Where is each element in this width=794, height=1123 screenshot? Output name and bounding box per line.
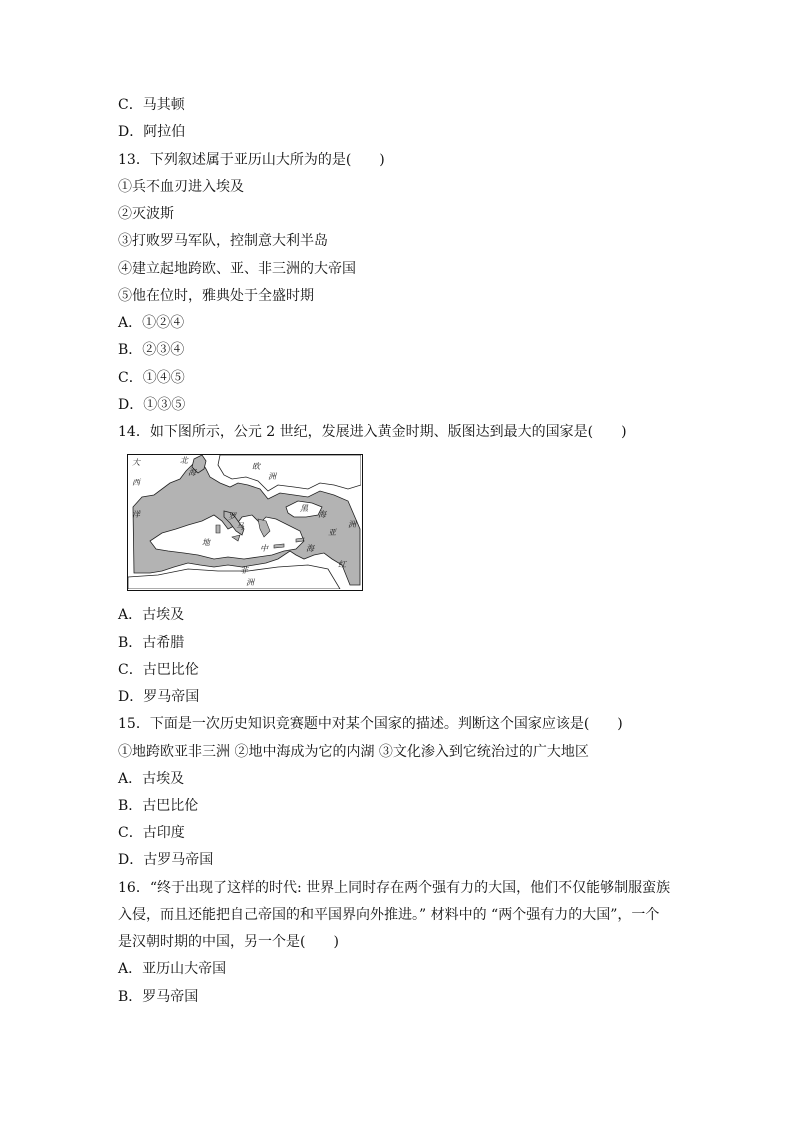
label-red-sea: 红 — [338, 560, 346, 569]
option-c-q15: C．古印度 — [118, 825, 185, 841]
label-atlantic-2: 西 — [132, 478, 140, 487]
label-north-1: 北 — [180, 456, 188, 465]
map-svg — [128, 455, 361, 589]
label-med-1: 地 — [202, 538, 210, 547]
statement-4: ④建立起地跨欧、亚、非三洲的大帝国 — [118, 261, 356, 277]
label-med-3: 海 — [306, 544, 314, 553]
label-asia-2: 洲 — [348, 520, 356, 529]
label-europe-2: 洲 — [268, 472, 276, 481]
option-d-q12: D．阿拉伯 — [118, 124, 186, 140]
label-black-1: 黑 — [300, 504, 308, 513]
label-asia-1: 亚 — [328, 528, 336, 537]
roman-empire-map — [127, 454, 363, 591]
option-c-q14: C．古巴比伦 — [118, 662, 199, 678]
label-africa-1: 非 — [240, 566, 248, 575]
question-14: 14．如下图所示，公元 2 世纪，发展进入黄金时期、版图达到最大的国家是( ) — [118, 424, 627, 440]
option-a-q16: A．亚历山大帝国 — [118, 961, 227, 977]
statement-1: ①兵不血刃进入埃及 — [118, 179, 244, 195]
question-16-line-2: 入侵，而且还能把自己帝国的和平国界向外推进。” 材料中的 “两个强有力的大国”，一个 — [118, 907, 660, 923]
option-a-q14: A．古埃及 — [118, 607, 185, 623]
option-a-q13: A．①②④ — [118, 315, 185, 331]
label-atlantic-1: 大 — [132, 458, 140, 467]
label-africa-2: 洲 — [246, 578, 254, 587]
option-b-q15: B．古巴比伦 — [118, 798, 199, 814]
label-atlantic-3: 洋 — [132, 510, 140, 519]
description-15: ①地跨欧亚非三洲 ②地中海成为它的内湖 ③文化渗入到它统治过的广大地区 — [118, 744, 589, 760]
question-16-line-1: 16．“终于出现了这样的时代: 世界上同时存在两个强有力的大国，他们不仅能够制服蛮族 — [118, 880, 671, 896]
option-c-q12: C．马其顿 — [118, 97, 185, 113]
label-black-2: 海 — [318, 510, 326, 519]
question-15: 15．下面是一次历史知识竞赛题中对某个国家的描述。判断这个国家应该是( ) — [118, 716, 623, 732]
island-sardinia — [216, 525, 220, 533]
option-b-q16: B．罗马帝国 — [118, 989, 199, 1005]
option-d-q15: D．古罗马帝国 — [118, 852, 214, 868]
label-rome-2: 马 — [236, 522, 244, 531]
label-med-2: 中 — [260, 544, 268, 553]
option-b-q14: B．古希腊 — [118, 635, 185, 651]
option-c-q13: C．①④⑤ — [118, 370, 185, 386]
statement-5: ⑤他在位时，雅典处于全盛时期 — [118, 288, 314, 304]
island-crete — [274, 544, 284, 548]
question-16-line-3: 是汉朝时期的中国，另一个是( ) — [118, 934, 339, 950]
option-d-q13: D．①③⑤ — [118, 397, 186, 413]
label-rome-1: 罗 — [228, 512, 236, 521]
option-b-q13: B．②③④ — [118, 342, 185, 358]
label-north-2: 海 — [188, 468, 196, 477]
option-a-q15: A．古埃及 — [118, 771, 185, 787]
statement-3: ③打败罗马军队，控制意大利半岛 — [118, 233, 328, 249]
question-13: 13．下列叙述属于亚历山大所为的是( ) — [118, 152, 385, 168]
statement-2: ②灭波斯 — [118, 206, 174, 222]
option-d-q14: D．罗马帝国 — [118, 689, 200, 705]
label-europe-1: 欧 — [252, 462, 260, 471]
